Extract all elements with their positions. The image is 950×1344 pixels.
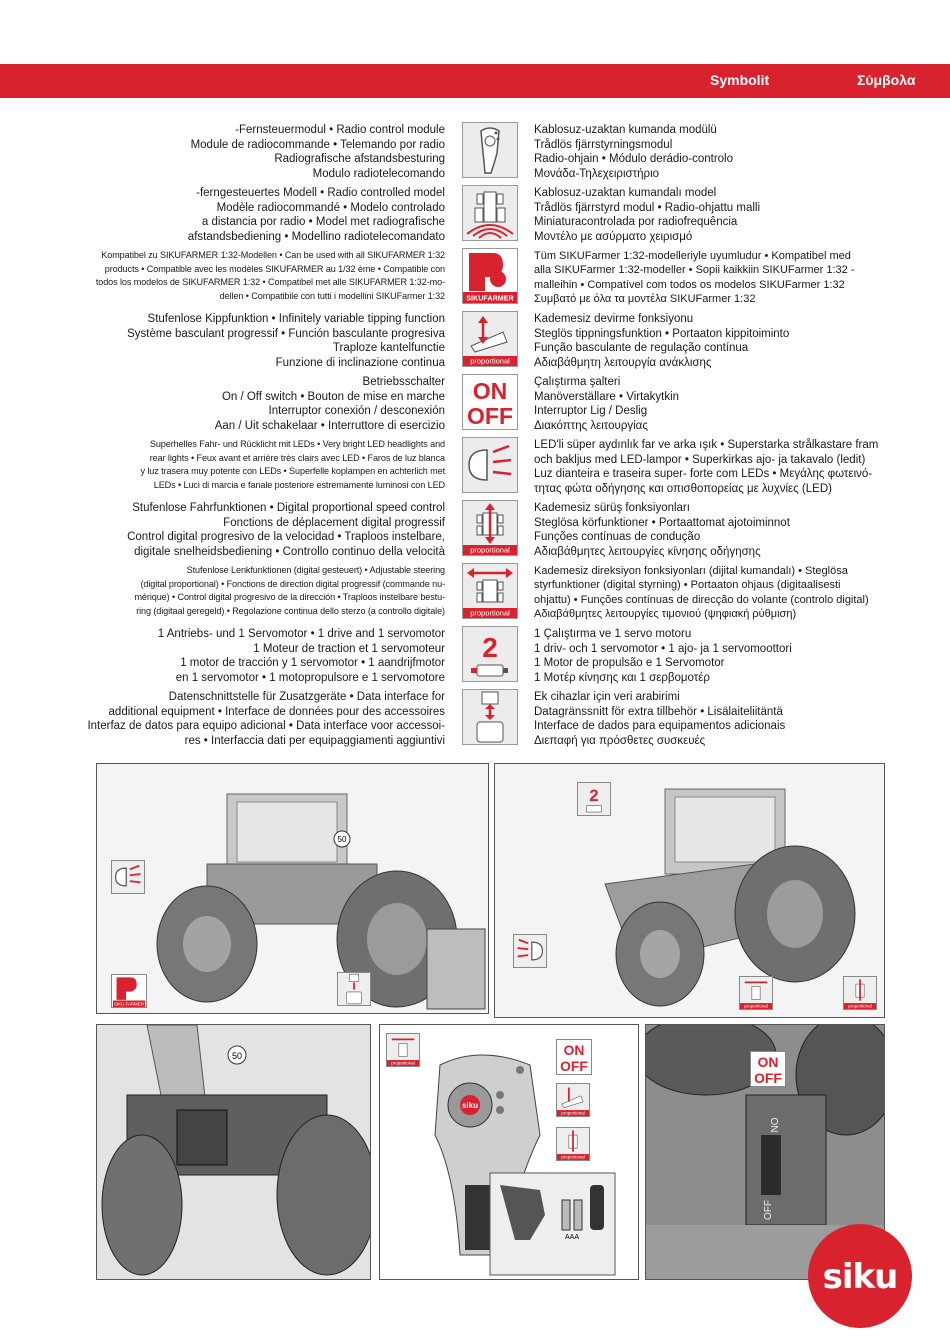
text-line: Διεπαφή για πρόσθετες συσκευές (534, 734, 706, 747)
proportional-speed-icon (462, 500, 518, 556)
text-line: Αδιαβάθμητη λειτουργία ανάκλισης (534, 356, 712, 369)
symbol-row-data-interface (0, 688, 950, 751)
text-de-en-fr-es-nl-it (85, 627, 445, 685)
led-lights-icon (111, 860, 145, 894)
remote-control-icon (462, 122, 518, 178)
text-line: res • Interfaccia dati per equipaggiamenti aggiuntivi (184, 734, 445, 747)
text-line: Module de radiocommande • Telemando por radio (190, 138, 445, 151)
proportional-steering-icon (462, 563, 518, 619)
text-de-en-fr-es-nl-it (85, 312, 445, 370)
symbol-row-switch (0, 373, 950, 436)
text-tr-sv-fi-pt-el (534, 375, 904, 433)
symbol-row-tipping (0, 310, 950, 373)
text-line: Modulo radiotelecomando (312, 167, 445, 180)
text-line: -Fernsteuermodul • Radio control module (235, 124, 445, 136)
text-line: Betriebsschalter (362, 376, 445, 388)
proportional-label: proportional (561, 1110, 585, 1116)
text-line: Μοντέλο με ασύρματο χειρισμό (534, 230, 693, 243)
text-line: malleihin • Compatível com todos os modelos SIKUFarmer 1:32 (534, 278, 845, 291)
text-line: dellen • Compatibile con tutti i modellini SIKUFarmer 1:32 (219, 290, 445, 301)
text-line: Kablosuz-uzaktan kumandalı model (534, 187, 717, 199)
switch-on-mark: ON (768, 1117, 779, 1133)
text-tr-sv-fi-pt-el (534, 501, 904, 559)
text-de-en-fr-es-nl-it (85, 438, 445, 492)
text-line: Kademesiz devirme fonksiyonu (534, 313, 694, 325)
proportional-label: proportional (470, 608, 510, 618)
proportional-speed-icon (556, 1127, 590, 1161)
text-line: On / Off switch • Bouton de mise en marche (221, 390, 445, 403)
text-line: och bakljus med LED-lampor • Superkirkas ajo- ja takavalo (ledit) (534, 453, 866, 466)
on-label: ON (472, 378, 508, 404)
text-line: Διακόπτης λειτουργίας (534, 419, 648, 432)
data-interface-icon (337, 972, 371, 1006)
radio-controlled-model-icon (462, 185, 518, 241)
text-line: Radio-ohjain • Módulo derádio-controlo (534, 153, 734, 166)
sikufarmer-label: SIKUFARMER (466, 293, 514, 303)
text-line: Trådlös fjärrstyrd modul • Radio-ohjattu malli (534, 201, 761, 214)
text-line: Interfaz de datos para equipo adicional • Data interface voor accessoi- (87, 720, 445, 733)
sikufarmer-icon (111, 974, 147, 1008)
proportional-speed-icon (843, 976, 877, 1010)
text-line: Radiografische afstandsbesturing (274, 153, 445, 166)
text-line: Système basculant progressif • Función basculante progresiva (127, 327, 445, 340)
text-line: 1 Çalıştırma ve 1 servo motoru (534, 628, 692, 640)
off-label: OFF (754, 1069, 782, 1086)
text-line: afstandsbediening • Modellino radiotelecomandato (187, 230, 445, 243)
text-tr-sv-fi-pt-el (534, 690, 904, 748)
title-greek: Σύμβολα (857, 72, 916, 88)
text-line: Kademesiz sürüş fonksiyonları (534, 502, 690, 514)
text-de-en-fr-es-nl-it (85, 123, 445, 181)
text-line: rear lights • Feux avant et arrière très clairs avec LED • Faros de luz blanca (149, 452, 445, 463)
on-label: ON (757, 1054, 779, 1071)
text-line: 1 Antriebs- und 1 Servomotor • 1 drive and 1 servomotor (157, 628, 445, 640)
text-line: digitale snelheidsbediening • Controllo continuo della velocità (134, 545, 445, 558)
led-lights-icon (462, 437, 518, 493)
text-line: Traploze kantelfunctie (332, 342, 445, 355)
remote-control-photo (379, 1024, 639, 1280)
text-line: Trådlös fjärrstyrningsmodul (534, 138, 673, 151)
proportional-label: proportional (470, 356, 510, 366)
text-line: ohjattu) • Funções contínuas de direcção do volante (controlo digital) (534, 593, 869, 606)
text-tr-sv-fi-pt-el (534, 123, 904, 181)
text-line: Αδιαβάθμητες λειτουργίες κίνησης οδήγησης (534, 545, 761, 558)
text-line: 1 driv- och 1 servomotor • 1 ajo- ja 1 servomoottori (534, 642, 792, 655)
motor-count: 2 (589, 785, 599, 805)
text-line: Stufenlose Fahrfunktionen • Digital proportional speed control (132, 502, 445, 514)
proportional-label: proportional (561, 1154, 585, 1160)
symbol-row-led (0, 436, 950, 499)
text-line: Datagränssnitt för extra tillbehör • Lisälaiteliitäntä (534, 705, 783, 718)
header-banner (0, 64, 950, 98)
text-line: en 1 servomotor • 1 motopropulsore e 1 servomotore (175, 671, 445, 684)
siku-logo (808, 1224, 912, 1328)
off-label: OFF (560, 1057, 588, 1074)
text-line: Steglösa körfunktioner • Portaattomat ajotoiminnot (534, 516, 790, 529)
battery-label: AAA (564, 1234, 580, 1241)
on-label: ON (563, 1042, 585, 1059)
text-de-en-fr-es-nl-it (85, 690, 445, 748)
text-line: Interruptor Lig / Deslig (534, 405, 648, 418)
symbol-row-sikufarmer (0, 247, 950, 310)
title-finnish: Symbolit (710, 72, 770, 88)
text-de-en-fr-es-nl-it (85, 375, 445, 433)
text-line: 1 Moteur de traction et 1 servomoteur (253, 642, 445, 655)
proportional-tipping-icon (462, 311, 518, 367)
proportional-label: proportional (470, 545, 510, 555)
proportional-steering-icon (739, 976, 773, 1010)
sikufarmer-icon (462, 248, 518, 304)
text-line: Μονάδα-Τηλεχειριστήριο (534, 167, 660, 180)
siku-logo-text: siku (822, 1257, 898, 1297)
text-line: y luz trasera muy potente con LEDs • Superfelle koplampen en achterlich met (140, 466, 445, 477)
tractor-rear-photo (96, 763, 489, 1014)
text-line: Interruptor conexión / desconexión (268, 405, 445, 418)
text-line: LED'li süper aydınlık far ve arka ışık • Superstarka strålkastare fram (534, 439, 879, 451)
switch-off-mark: OFF (763, 1200, 774, 1220)
text-line: Stufenlose Kippfunktion • Infinitely variable tipping function (147, 313, 445, 325)
text-line: Superhelles Fahr- und Rücklicht mit LEDs • Very bright LED headlights and (149, 439, 445, 449)
on-off-switch-icon (750, 1051, 786, 1087)
speed-badge-text: 50 (231, 1051, 243, 1061)
text-tr-sv-fi-pt-el (534, 249, 904, 306)
text-line: products • Compatible avec les modèles SIKUFARMER au 1/32 ème • Compatible con (104, 263, 445, 274)
text-line: -ferngesteuertes Modell • Radio controlled model (196, 187, 445, 199)
text-line: Kademesiz direksiyon fonksiyonları (dijital kumandalı) • Steglösa (534, 565, 848, 577)
text-line: a distancia por radio • Model met radiografische (201, 216, 445, 229)
text-line: Luz dianteira e traseira super- forte com LEDs • Μεγάλης φωτεινό- (534, 468, 873, 481)
text-line: ring (digitaal geregeld) • Regolazione continua dello sterzo (a controllo digitale) (136, 605, 445, 616)
text-line: Αδιαβάθμητες λειτουργίες τιμονιού (ψηφιακή ρύθμιση) (534, 607, 797, 620)
led-lights-icon (513, 934, 547, 968)
proportional-tipping-icon (556, 1083, 590, 1117)
text-de-en-fr-es-nl-it (85, 501, 445, 559)
text-de-en-fr-es-nl-it (85, 249, 445, 303)
text-line: Miniaturacontrolada por radiofrequência (534, 216, 738, 229)
text-line: 1 Μοτέρ κίνησης και 1 σερβομοτέρ (534, 671, 710, 684)
text-line: Stufenlose Lenkfunktionen (digital gesteuert) • Adjustable steering (186, 565, 445, 575)
on-off-switch-icon (462, 374, 518, 430)
text-line: Kompatibel zu SIKUFARMER 1:32-Modellen • Can be used with all SIKUFARMER 1:32 (101, 250, 445, 260)
text-line: Manöverställare • Virtakytkin (534, 390, 680, 403)
sikufarmer-label: SIKU FARMER (113, 1001, 145, 1007)
tractor-connector-photo (96, 1024, 371, 1280)
symbol-row-motors (0, 625, 950, 688)
speed-badge-text: 50 (337, 835, 347, 844)
text-line: Ek cihazlar için veri arabirimi (534, 691, 680, 703)
text-tr-sv-fi-pt-el (534, 564, 904, 621)
symbol-row-steering (0, 562, 950, 625)
text-de-en-fr-es-nl-it (85, 564, 445, 618)
text-line: Funções contínuas de condução (534, 531, 701, 544)
text-tr-sv-fi-pt-el (534, 627, 904, 685)
text-line: LEDs • Luci di marcia e fanale posteriore estremamente luminosi con LED (153, 479, 445, 490)
symbol-row-speed (0, 499, 950, 562)
text-de-en-fr-es-nl-it (85, 186, 445, 244)
motor-count: 2 (482, 632, 498, 663)
motors-icon (577, 782, 611, 816)
text-tr-sv-fi-pt-el (534, 186, 904, 244)
text-line: Aan / Uit schakelaar • Interruttore di esercizio (214, 419, 445, 432)
text-line: Datenschnittstelle für Zusatzgeräte • Data interface for (168, 691, 445, 703)
symbol-row-remote (0, 121, 950, 184)
text-line: mérique) • Control digital progresivo de la dirección • Traploos instelbare bestu- (134, 592, 445, 603)
data-interface-icon (462, 689, 518, 745)
proportional-label: proportional (848, 1003, 872, 1009)
text-line: Tüm SIKUFarmer 1:32-modelleriyle uyumludur • Kompatibel med (534, 250, 851, 262)
text-line: Kablosuz-uzaktan kumanda modülü (534, 124, 717, 136)
text-line: styrfunktioner (digital styrning) • Portaaton ohjaus (digitaalisesti (534, 579, 841, 592)
text-line: 1 motor de tracción y 1 servomotor • 1 aandrijfmotor (180, 657, 445, 670)
text-line: Steglös tippningsfunktion • Portaaton kippitoiminto (534, 327, 790, 340)
text-line: alla SIKUFarmer 1:32-modeller • Sopii kaikkiin SIKUFarmer 1:32 - (534, 264, 855, 277)
text-line: Função basculante de regulação contínua (534, 342, 749, 355)
text-line: Çalıştırma şalteri (534, 376, 621, 388)
text-line: Modèle radiocommandé • Modelo controlado (216, 201, 445, 214)
text-line: 1 Motor de propulsão e 1 Servomotor (534, 657, 725, 670)
text-line: Interface de dados para equipamentos adicionais (534, 720, 786, 733)
text-line: Fonctions de déplacement digital progressif (223, 516, 445, 529)
text-line: Συμβατό με όλα τα μοντέλα SIKUFarmer 1:32 (534, 292, 756, 305)
proportional-steering-icon (386, 1033, 420, 1067)
on-off-switch-icon (556, 1039, 592, 1075)
motors-icon (462, 626, 518, 682)
symbol-row-rc-model (0, 184, 950, 247)
text-line: Funzione di inclinazione continua (275, 356, 445, 369)
text-line: additional equipment • Interface de données pour des accessoires (108, 705, 445, 718)
text-line: (digital proportional) • Fonctions de direction digital progressif (commande nu- (140, 578, 445, 589)
symbol-list (0, 121, 950, 751)
off-label: OFF (467, 403, 513, 429)
text-line: τητας φώτα οδήγησης και οπισθοπορείας με λυχνίες (LED) (534, 482, 832, 495)
proportional-label: proportional (391, 1060, 415, 1066)
text-tr-sv-fi-pt-el (534, 312, 904, 370)
remote-brand-text: siku (461, 1101, 479, 1110)
text-line: Control digital progresivo de la velocidad • Traploos instelbare, (127, 531, 445, 544)
text-tr-sv-fi-pt-el (534, 438, 904, 496)
proportional-label: proportional (744, 1003, 768, 1009)
text-line: todos los modelos de SIKUFARMER 1:32 • Compatibel met alle SIKUFARMER 1:32-mo- (95, 277, 445, 288)
tractor-front-photo (494, 763, 885, 1018)
